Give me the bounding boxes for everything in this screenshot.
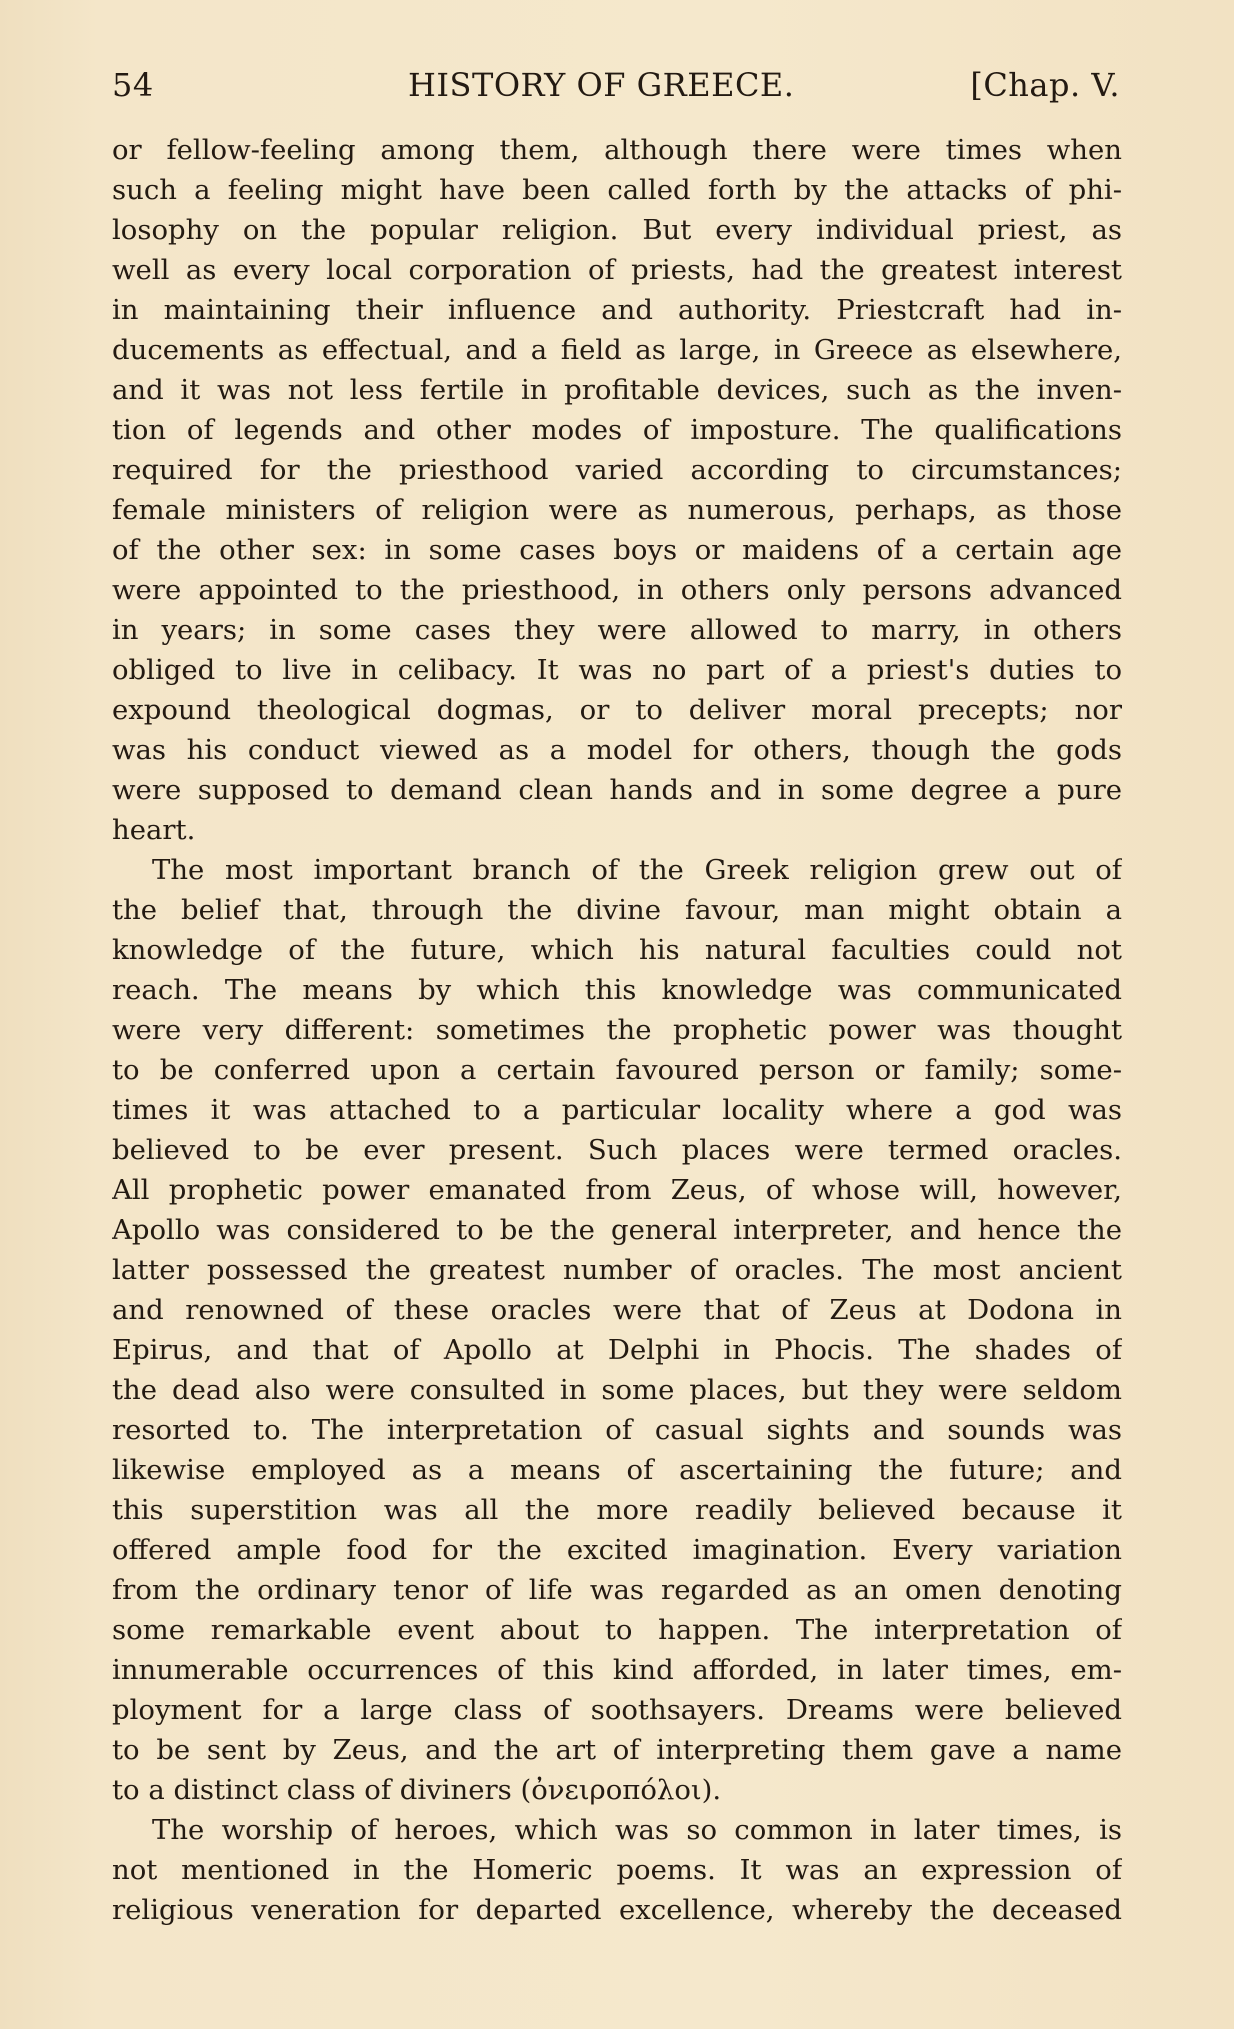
text-line: the dead also were consulted in some places, but they were seldom — [112, 1374, 1122, 1406]
text-line: not mentioned in the Homeric poems. It was an expression of — [112, 1854, 1122, 1886]
paragraph-start-line: The worship of heroes, which was so common in later times, is — [152, 1814, 1122, 1846]
text-line: the belief that, through the divine favour, man might obtain a — [112, 894, 1122, 926]
text-line: to be sent by Zeus, and the art of interpreting them gave a name — [112, 1734, 1122, 1766]
running-title: HISTORY OF GREECE. — [408, 66, 795, 104]
text-line: heart. — [112, 814, 196, 846]
text-line: female ministers of religion were as numerous, perhaps, as those — [112, 494, 1122, 526]
text-line: required for the priesthood varied according to circumstances; — [112, 454, 1122, 486]
text-line: knowledge of the future, which his natural faculties could not — [112, 934, 1122, 966]
text-line: of the other sex: in some cases boys or maidens of a certain age — [112, 534, 1122, 566]
text-line: well as every local corporation of priests, had the greatest interest — [112, 254, 1122, 286]
text-line: was his conduct viewed as a model for others, though the gods — [112, 734, 1122, 766]
text-line: Epirus, and that of Apollo at Delphi in Phocis. The shades of — [112, 1334, 1122, 1366]
text-line: ployment for a large class of soothsayers. Dreams were believed — [112, 1694, 1122, 1726]
text-line: were very different: sometimes the prophetic power was thought — [112, 1014, 1122, 1046]
page-header — [112, 62, 1120, 108]
text-line: were appointed to the priesthood, in others only persons advanced — [112, 574, 1122, 606]
text-line: from the ordinary tenor of life was regarded as an omen denoting — [112, 1574, 1122, 1606]
text-line: or fellow-feeling among them, although there were times when — [112, 134, 1122, 166]
text-line: likewise employed as a means of ascertaining the future; and — [112, 1454, 1122, 1486]
text-line: obliged to live in celibacy. It was no part of a priest's duties to — [112, 654, 1122, 686]
text-line: tion of legends and other modes of imposture. The qualifications — [112, 414, 1122, 446]
text-line: offered ample food for the excited imagination. Every variation — [112, 1534, 1122, 1566]
text-line: to be conferred upon a certain favoured person or family; some- — [112, 1054, 1122, 1086]
text-line: religious veneration for departed excellence, whereby the deceased — [112, 1894, 1122, 1926]
text-line: ducements as effectual, and a field as large, in Greece as elsewhere, — [112, 334, 1122, 366]
text-line: were supposed to demand clean hands and in some degree a pure — [112, 774, 1122, 806]
text-line: such a feeling might have been called forth by the attacks of phi- — [112, 174, 1122, 206]
text-line: and renowned of these oracles were that of Zeus at Dodona in — [112, 1294, 1122, 1326]
page-number: 54 — [112, 66, 154, 104]
text-line: in maintaining their influence and authority. Priestcraft had in- — [112, 294, 1122, 326]
text-line: in years; in some cases they were allowed to marry, in others — [112, 614, 1122, 646]
text-line: All prophetic power emanated from Zeus, of whose will, however, — [112, 1174, 1122, 1206]
text-line: resorted to. The interpretation of casual sights and sounds was — [112, 1414, 1122, 1446]
text-line: reach. The means by which this knowledge was communicated — [112, 974, 1122, 1006]
text-line: and it was not less fertile in profitable devices, such as the inven- — [112, 374, 1122, 406]
text-line: this superstition was all the more readily believed because it — [112, 1494, 1122, 1526]
text-line: believed to be ever present. Such places were termed oracles. — [112, 1134, 1122, 1166]
body-text — [112, 130, 1122, 1930]
chapter-label: [Chap. V. — [970, 66, 1120, 104]
text-line: to a distinct class of diviners (ὀνειροπόλοι). — [112, 1774, 722, 1806]
text-line: losophy on the popular religion. But every individual priest, as — [112, 214, 1122, 246]
text-line: latter possessed the greatest number of oracles. The most ancient — [112, 1254, 1122, 1286]
text-line: times it was attached to a particular locality where a god was — [112, 1094, 1122, 1126]
text-line: innumerable occurrences of this kind afforded, in later times, em- — [112, 1654, 1122, 1686]
text-line: Apollo was considered to be the general interpreter, and hence the — [112, 1214, 1122, 1246]
text-line: expound theological dogmas, or to deliver moral precepts; nor — [112, 694, 1122, 726]
paragraph-start-line: The most important branch of the Greek religion grew out of — [152, 854, 1122, 886]
text-line: some remarkable event about to happen. The interpretation of — [112, 1614, 1122, 1646]
